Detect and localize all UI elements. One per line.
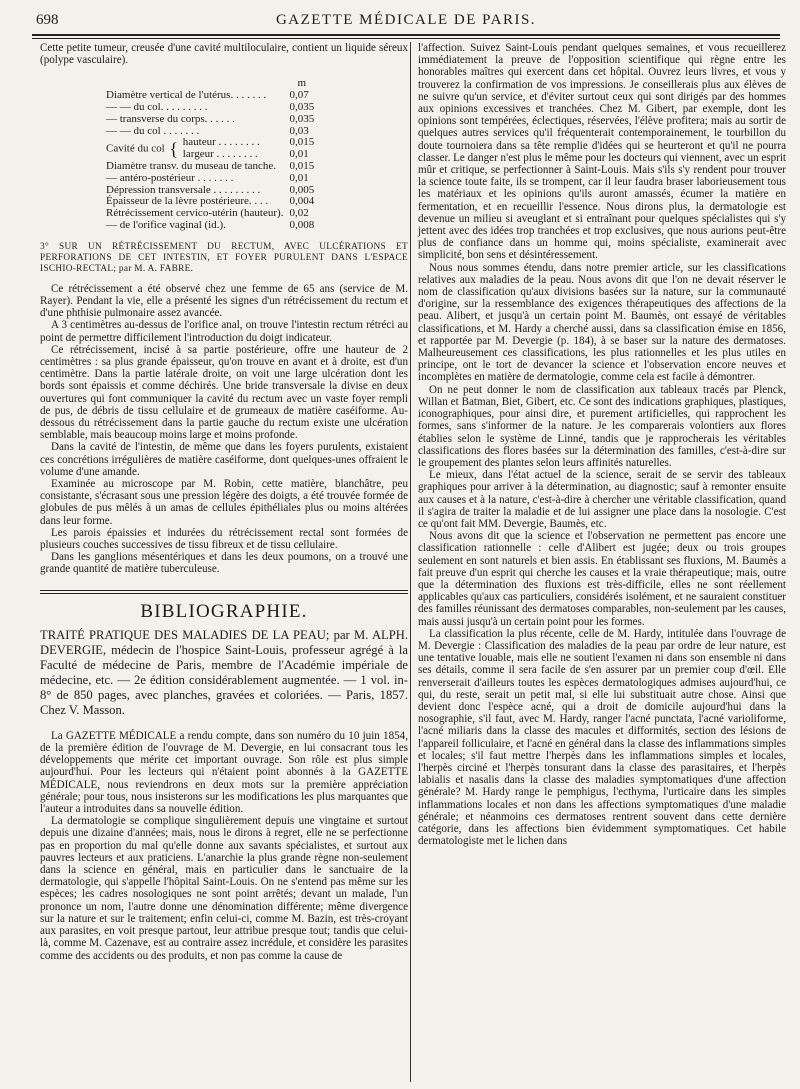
body-paragraph: Ce rétrécissement, incisé à sa partie postérieure, offre une hauteur de 2 centimètres : sa plus grande épaisseur, qu'on trouve en avant et à droite, est d'un centimètre. Dans la partie latérale droite, on voit une large ulcération dont les bords sont épaissis et comme déchirés. Une bride transversale la divise en deux ouvertures qui font communiquer la cavité du rectum avec un vaste foyer rempli de pus, de débris de tissu cellulaire et de grumeaux de matière caséiforme. Au-dessous du rétrécissement dans la partie gauche du rectum existe une ulcération semblable, mais beaucoup moins large et moins profonde. [40,343,408,442]
measurement-row: — antéro-postérieur . . . . . . . 0,01 [106,171,309,184]
review-paragraph: Nous nous sommes étendu, dans notre premier article, sur les classifications relatives aux maladies de la peau. Nous avons dit que l'on ne devait réserver le nom de classification qu'aux divisions basées sur la nature, sur la communauté d'origine, sur la ressemblance des exigences thérapeutiques des affections de la peau. Alibert, et jusqu'à un certain point M. Baumès, ont essayé de véritables classifications, et M. Hardy a cherché aussi, dans sa classification émise en 1856, et rapportée par M. Devergie (p. 184), à se baser sur la nature des dermatoses. Malheureusement ces classifications, les plus rationnelles et les plus utiles en principe, ont le tort de devancer la science et l'observation encore neuves et incomplètes en matière de dermatologie, comme cela est facile à démontrer. [418,261,786,384]
hauteur-value: 0,015 [289,136,315,149]
intro-paragraph: Cette petite tumeur, creusée d'une cavité multiloculaire, contient un liquide séreux (polype vasculaire). [40,42,408,67]
case-heading: 3° SUR UN RÉTRÉCISSEMENT DU RECTUM, AVEC ULCÉRATIONS ET PERFORATIONS DE CET INTESTIN, ET FOYER PURULENT DANS L'ESPACE ISCHIO-RECTAL; par M. A. FABRE. [40,241,408,274]
body-paragraph: Examinée au microscope par M. Robin, cette matière, blanchâtre, peu consistante, s'écrasant sous une pression légère des doigts, a été trouvée formée de globules de pus mêlés à un amas de cellules épithéliales plus ou moins altérées dans leur forme. [40,478,408,527]
measurement-row: Dépression transversale . . . . . . . . . 0,005 [106,183,315,196]
measurement-row: — — du col . . . . . . . 0,03 [106,124,309,137]
page-header [32,10,780,32]
review-paragraph: Le mieux, dans l'état actuel de la science, serait de se servir des tableaux graphiques pour arriver à la détermination, au diagnostic; sauf à remonter ensuite aux causes et à la nature, c'est-à-dire à chercher une véritable classification, quand il s'agira de traiter la maladie et de lui assigner une place dans la nosologie. C'est ce qu'ont fait MM. Devergie, Baumès, etc. [418,469,786,530]
measurement-row: — — du col. . . . . . . . . 0,035 [106,101,315,113]
measurement-row: Épaisseur de la lèvre postérieure. . . . 0,004 [106,195,315,208]
cavite-label: Cavité du col [106,142,165,155]
page-number: 698 [36,12,59,28]
cavite-row [106,137,314,161]
review-paragraph: l'affection. Suivez Saint-Louis pendant quelques semaines, et vous recueillerez immédiatement la preuve de l'opposition scientifique qui règne entre les honorables maîtres qui exercent dans cet hôpital. Ouvrez leurs livres, et vous y trouverez la confirmation de vos impressions. Je conseillerais plus aux élèves de ne suivre qu'un service, et d'éviter surtout ceux qui sont dirigés par des hommes aux opinions excessives et tranchées. Chez M. Gibert, par exemple, dont les opinions sont tempérées, éclectiques, réservées, l'élève profitera; mais au sortir de quelques autres services qu'il fréquenterait contemporainement, le tourbillon du doute tournoiera dans sa tête remplie d'idées qui se heurteront et qu'il ne pourra classer. Le danger n'est plus le même pour les docteurs qui viennent, avec un esprit mûr et critique, se perfectionner à Saint-Louis. Mais s'ils s'y rendent pour trouver la science toute faite, ils se trompent, car il leur faudra braser laborieusement tous les matériaux et les opinions qu'ils auront amassés, écumer la matière en fermentation, et en recueillir l'essence. Nous dirons plus, la dermatologie est devenue un milieu si aveuglant et si entraînant pour quelques spécialistes qui s'y jettent avec des idées trop tranchées et trop exclusives, que nous aurions peut-être plus de confiance dans un homme qui, moins spécialiste, examinerait avec simplicité, bon sens et désintéressement. [418,42,786,262]
right-column [418,42,786,847]
largeur-label: largeur . . . . . . . . [182,148,258,161]
review-paragraph: La dermatologie se complique singulièrement depuis une vingtaine et surtout depuis une dizaine d'années; mais, nous le dirons à regret, elle ne se perfectionne pas en proportion du mal qu'elle donne aux savants spécialistes, et surtout aux pauvres lecteurs et aux praticiens. L'anarchie la plus grande règne non-seulement dans la science en général, mais en particulier dans le sanctuaire de la dermatologie, qui s'appelle l'hôpital Saint-Louis. On ne s'entend pas même sur les espèces; les cadres nosologiques ne sont point arrêtés; devant un malade, l'un prononce un nom, l'autre donne une dénomination différente; même divergence sur la nature et sur le traitement; enfin celui-ci, comme M. Bazin, est très-croyant aux parasites, en voit presque partout, leur attribue presque tout; tandis que celui-là, comme M. Cazenave, est au contraire assez incrédule, et considère les parasites comme des accidents ou des produits, et non pas comme la cause de [40,815,408,962]
review-paragraph: Nous avons dit que la science et l'observation ne permettent pas encore une classification rationnelle : celle d'Alibert est jugée; deux ou trois groupes seulement en sont naturels et bien assis. En établissant ses fluxions, M. Baumès a fait preuve d'un esprit qui cherche les causes et la vraie thérapeutique; mais, outre que la détermination des fluxions est très-difficile, elles ne sont réellement applicables qu'aux cas particuliers, considérés isolément, et ne sauraient constituer des familles réunissant des dermatoses comparables, non-seulement par les causes, mais aussi jusqu'à un certain point pour les formes. [418,530,786,628]
review-paragraph: On ne peut donner le nom de classification aux tableaux tracés par Plenck, Willan et Batman, Biet, Gibert, etc. Ce sont des indications graphiques, plastiques, iconographiques, pour ainsi dire, et purement artificielles, qui rapprochent les formes, sans s'informer de la nature. Je les comparerais volontiers aux flores établies selon le système de Linné, tandis que je rapprocherais les véritables classifications des flores basées sur la détermination des familles, c'est-à-dire sur le groupement des plantes selon leurs affinités naturelles. [418,383,786,469]
measurement-row: — de l'orifice vaginal (id.). 0,008 [106,218,315,231]
review-paragraph: La classification la plus récente, celle de M. Hardy, intitulée dans l'ouvrage de M. Devergie : Classification des maladies de la peau par ordre de leur nature, est une tentative louable, mais elle ne soutient l'examen ni dans son ensemble ni dans ses détails, comme il sera facile de s'en assurer par un premier coup d'œil. Elle renverserait d'ailleurs toutes les espèces dermatologiques admises aujourd'hui, ce qui, du reste, serait un petit mal, si elle lui substituait autre chose. Ainsi que devient donc l'espèce acné, qui a droit de domicile aujourd'hui dans la nosographie, s'il faut, avec M. Hardy, ranger l'acné punctata, l'acné varioliforme, l'acné miliaris dans la classe des macules et difformités, section des lésions de l'appareil folliculaire, et l'acné en général dans la classe des inflammations simples et locales; s'il faut mettre l'herpès dans les inflammations simples et locales, l'herpès circiné et l'herpès tonsurant dans la classe des parasitaires, et l'herpès labialis et nasalis dans la classe des maladies symptomatiques d'une affection générale? M. Hardy range le pemphigus, l'ecthyma, l'urticaire dans les simples inflammations locales et non dans les affections symptomatiques d'une maladie générale; et néanmoins ces dermatoses rentrent souvent dans cette dernière catégorie, dans les affections bien évidemment symptomatiques. Cet habile dermatologiste met le lichen dans [418,627,786,848]
measurement-row: Rétrécissement cervico-utérin (hauteur). 0,02 [106,207,309,220]
journal-title: GAZETTE MÉDICALE DE PARIS. [275,12,537,28]
section-rule [40,590,408,594]
body-paragraph: A 3 centimètres au-dessus de l'orifice anal, on trouve l'intestin rectum rétréci au point de permettre difficilement l'introduction du doigt indicateur. [40,319,408,344]
body-paragraph: Dans la cavité de l'intestin, de même que dans les foyers purulents, existaient ces concrétions irrégulières de matière caséiforme, dont quelques-unes offraient le volume d'une amande. [40,441,408,478]
hauteur-label: hauteur . . . . . . . . [182,136,260,149]
column-divider [410,42,411,1082]
book-entry: TRAITÉ PRATIQUE DES MALADIES DE LA PEAU; par M. ALPH. DEVERGIE, médecin de l'hospice Saint-Louis, professeur agrégé à la Faculté de médecine de Paris, membre de l'Académie impériale de médecine, etc. — 2e édition considérablement augmentée. — 1 vol. in-8° de 850 pages, avec planches, gravées et coloriées. — Paris, 1857. Chez V. Masson. [40,627,408,717]
measurement-row: Diamètre transv. du museau de tanche. 0,015 [106,159,315,172]
measure-unit: m [297,77,307,90]
measurements-table [106,78,314,231]
bibliography-title: BIBLIOGRAPHIE. [140,600,308,622]
brace-glyph: { [169,139,179,160]
largeur-value: 0,01 [289,148,309,161]
measurement-row: — transverse du corps. . . . . . 0,035 [106,112,315,125]
body-paragraph: Dans les ganglions mésentériques et dans les deux poumons, on a trouvé une grande quantité de matière tuberculeuse. [40,551,408,576]
review-paragraph: La GAZETTE MÉDICALE a rendu compte, dans son numéro du 10 juin 1854, de la première édition de l'ouvrage de M. Devergie, en lui consacrant tous les développements que mérite cet important ouvrage. Son rôle est plus simple aujourd'hui. Pour les lecteurs qui n'étaient point abonnés à la GAZETTE MÉDICALE, nous reviendrons en deux mots sur la première appréciation générale; pour tous, nous insisterons sur les modifications les plus marquantes que l'auteur a introduites dans sa nouvelle édition. [40,729,408,816]
header-rule [32,34,780,39]
left-column [40,42,408,962]
measurement-row: Diamètre vertical de l'utérus. . . . . . . 0,07 [106,89,309,102]
body-paragraph: Les parois épaissies et indurées du rétrécissement rectal sont formées de plusieurs couches successives de tissu fibreux et de tissu cellulaire. [40,526,408,552]
body-paragraph: Ce rétrécissement a été observé chez une femme de 65 ans (service de M. Rayer). Pendant la vie, elle a présenté les signes d'un rétrécissement du rectum et d'une phthisie pulmonaire assez avancée. [40,282,408,320]
